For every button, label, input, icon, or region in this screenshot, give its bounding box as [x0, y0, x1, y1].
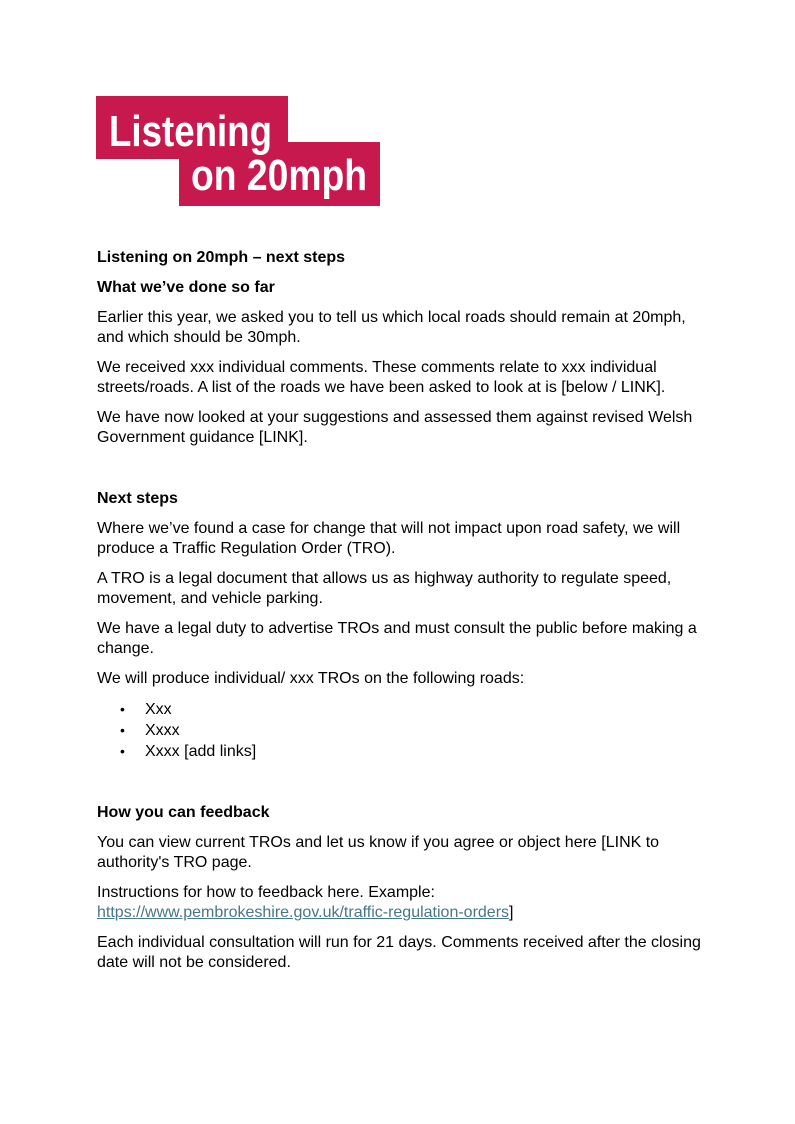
- list-item-text: Xxx: [145, 701, 172, 718]
- list-item-text: Xxxx: [145, 722, 180, 739]
- paragraph-instructions: [97, 883, 709, 923]
- list-item: [97, 741, 709, 762]
- tro-page-link[interactable]: https://www.pembrokeshire.gov.uk/traffic-regulation-orders: [97, 904, 510, 921]
- logo-line-1: Listening: [109, 107, 272, 156]
- paragraph: Where we’ve found a case for change that will not impact upon road safety, we will produce a Traffic Regulation Order (TRO).: [97, 520, 681, 557]
- spacer: [97, 458, 709, 489]
- spacer: [97, 772, 709, 803]
- listening-on-20mph-logo: [96, 96, 380, 206]
- section-heading-next-steps: Next steps: [97, 490, 178, 507]
- roads-list: [97, 699, 709, 762]
- paragraph: We have a legal duty to advertise TROs and must consult the public before making a change.: [97, 620, 697, 657]
- paragraph: Earlier this year, we asked you to tell us which local roads should remain at 20mph, and which should be 30mph.: [97, 309, 686, 346]
- instructions-text: Instructions for how to feedback here. Example:: [97, 884, 435, 901]
- paragraph: We have now looked at your suggestions and assessed them against revised Welsh Government guidance [LINK].: [97, 409, 693, 446]
- logo-line-2: on 20mph: [191, 151, 367, 200]
- logo-graphic: [96, 96, 380, 206]
- paragraph: You can view current TROs and let us know if you agree or object here [LINK to authority's TRO page.: [97, 834, 660, 871]
- bullet-icon: •: [120, 722, 125, 738]
- paragraph: Each individual consultation will run for 21 days. Comments received after the closing date will not be considered.: [97, 934, 701, 971]
- section-heading-feedback: How you can feedback: [97, 804, 270, 821]
- section-heading-done-so-far: What we’ve done so far: [97, 279, 275, 296]
- paragraph: We will produce individual/ xxx TROs on the following roads:: [97, 670, 525, 687]
- document-title: Listening on 20mph – next steps: [97, 249, 346, 266]
- list-item-text: Xxxx [add links]: [145, 743, 257, 760]
- bullet-icon: •: [120, 701, 125, 717]
- paragraph: We received xxx individual comments. These comments relate to xxx individual streets/roads. A list of the roads we have been asked to look at is [below / LINK].: [97, 359, 666, 396]
- document-body: [97, 248, 709, 983]
- list-item: [97, 720, 709, 741]
- bullet-icon: •: [120, 743, 125, 759]
- paragraph: A TRO is a legal document that allows us as highway authority to regulate speed, movement, and vehicle parking.: [97, 570, 672, 607]
- list-item: [97, 699, 709, 720]
- link-suffix: ]: [509, 904, 514, 921]
